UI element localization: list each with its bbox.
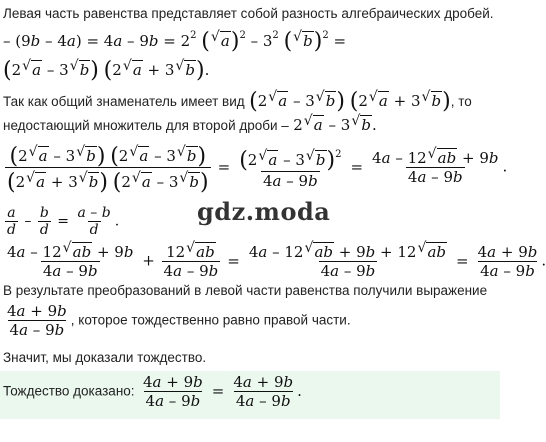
- result-text: В результате преобразований в левой части равенства получили выражение: [3, 283, 488, 298]
- conclusion-text: Значит, мы доказали тождество.: [3, 350, 207, 365]
- final-identity-line: Тождество доказано: $\frac{4a + 9b}{4a - 9b}$ = $\frac{4a + 9b}{4a - 9b}$ .: [3, 373, 302, 410]
- formula-line-2: (2√ a – 3√ b) (2√ a + 3√ b).: [3, 56, 209, 81]
- fraction-equation-2: $\frac{4a - 12√ ab + 9b}{4a - 9b}$ + $\frac{12√ ab}{4a - 9b}$ = $\frac{4a - 12√ ab + 9b + 12√ ab}{4a - 9b}$ = $\frac{4a + 9b}{4a - 9b}$ .: [3, 243, 546, 280]
- result-expression-line: $\frac{4a + 9b}{4a - 9b}$ , которое тождественно равно правой части.: [7, 302, 351, 339]
- fraction-equation-1: $\frac{(2√ a - 3√ b) (2√ a - 3√ b)}{(2√ a + 3√ b) (2√ a - 3√ b)}$ = $\frac{(2√ a - 3√ b)^2}{4a - 9b}$ = $\frac{4a - 12√ ab + 9b}{4a - 9b}$ .: [3, 142, 507, 193]
- intro-text: Левая часть равенства представляет собой разность алгебраических дробей.: [3, 6, 494, 21]
- common-denominator-line: Так как общий знаменатель имеет вид (2√ a – 3√ b) (2√ a + 3√ b), то: [3, 87, 472, 112]
- watermark: gdz.moda: [197, 197, 331, 226]
- formula-line-1: – $(9b - 4a) = 4a - 9b = 2^2$ (√ $a)^2 - 3^2$ (√ b)$^2$ =: [3, 27, 346, 52]
- missing-factor-line: недостающий множитель для второй дроби – 2√ a – 3√ b.: [3, 116, 377, 135]
- rule-line: $\frac{a}{d}$ – $\frac{b}{d}$ = $\frac{a - b}{d}$ .: [7, 205, 120, 238]
